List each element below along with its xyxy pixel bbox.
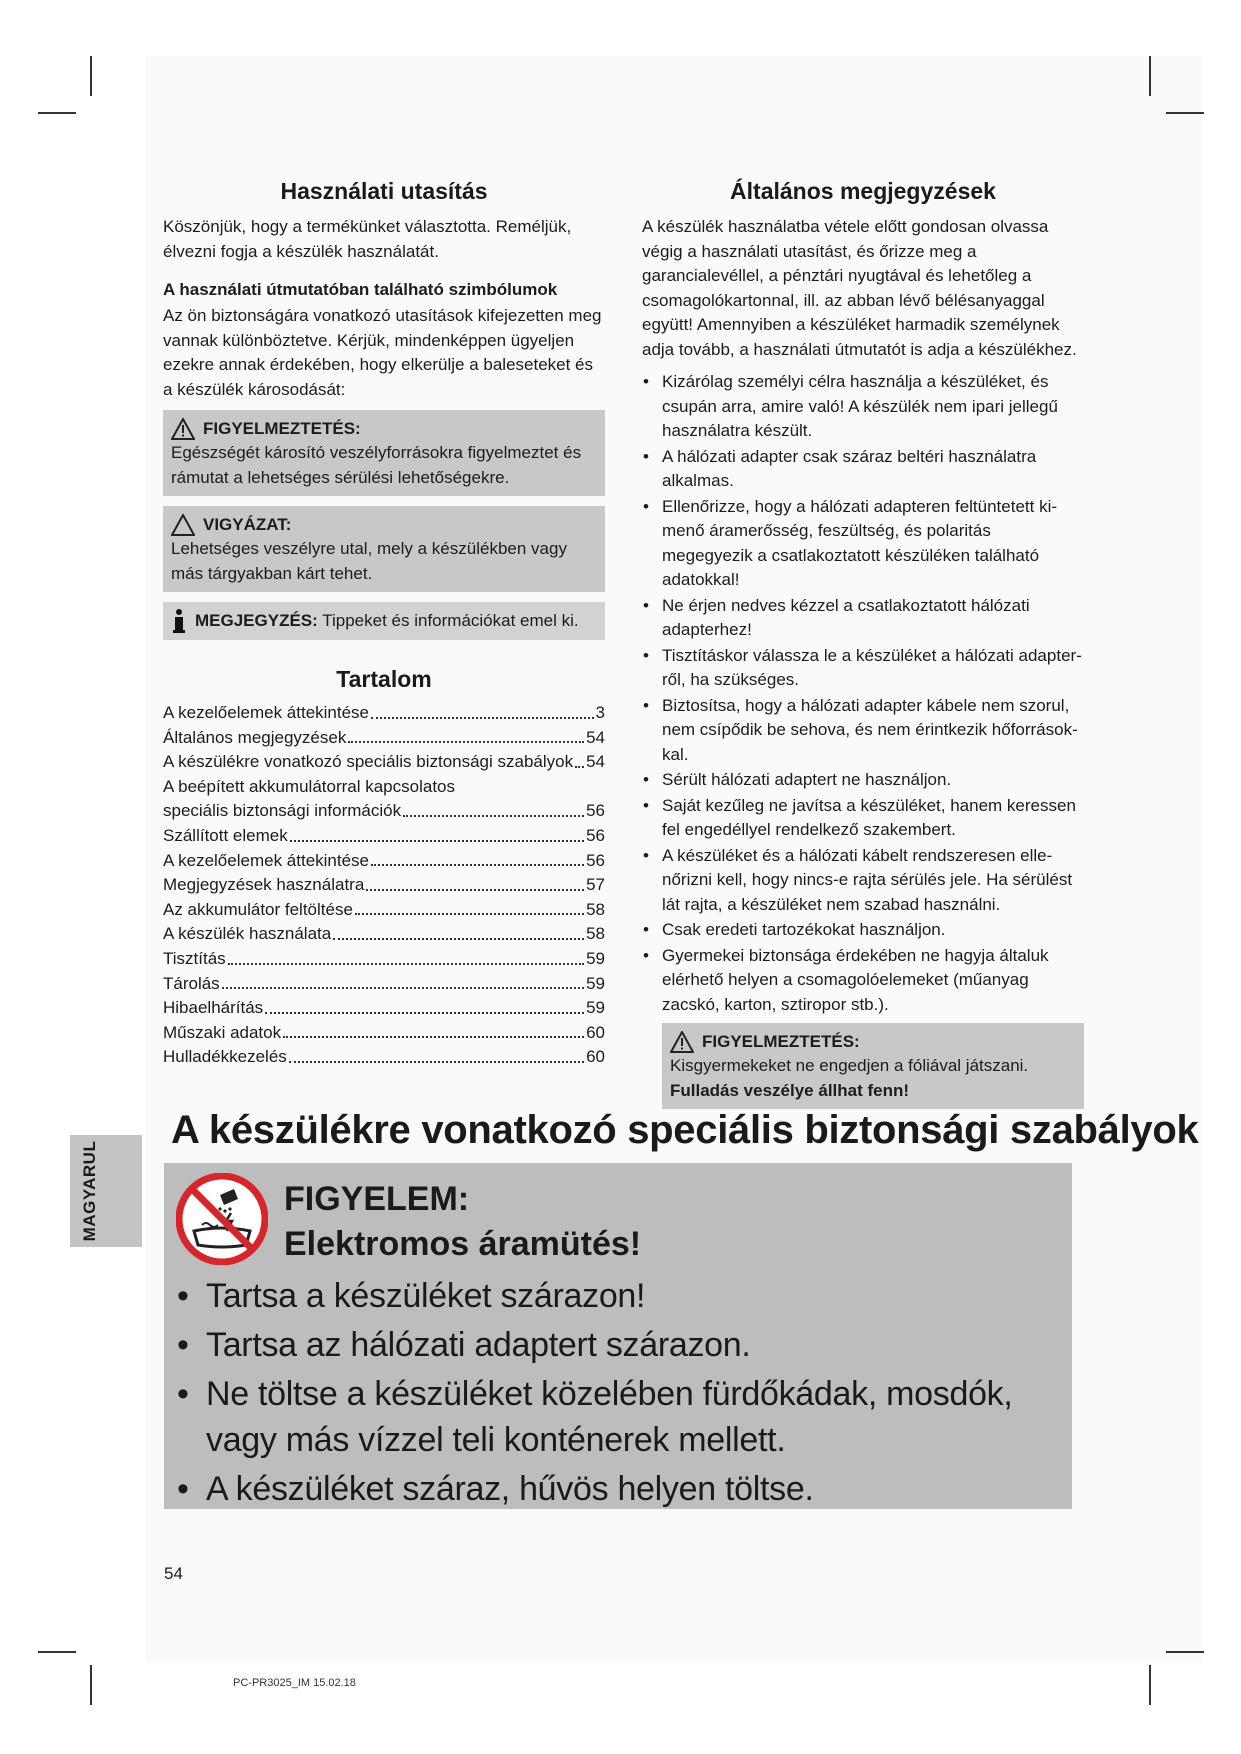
list-item: • Tisztításkor válassza le a készüléket a hálózati adapter-ről, ha szükséges. [642,644,1084,693]
toc-leader-dots [371,701,594,719]
symbols-heading: A használati útmutatóban található szimbólumok [163,280,558,299]
note-title: MEGJEGYZÉS: [195,611,318,630]
toc-entry-page: 56 [586,850,605,870]
toc-entry-page: 60 [586,1047,605,1067]
toc-entry-label: Tárolás [163,973,220,993]
caution-triangle-icon [171,514,195,536]
toc-entry-label: Az akkumulátor feltöltése [163,899,353,919]
toc-leader-dots [265,996,584,1014]
crop-mark [90,1665,92,1705]
toc-entry [163,775,605,800]
safety-list-item: • A készüléket száraz, hűvös helyen töltse. [174,1466,1064,1512]
toc-entry [163,873,605,898]
toc-entry-page: 57 [586,875,605,895]
warning-text: Egészségét károsító veszélyforrásokra figyelmeztet és rámutat a lehetséges sérülési lehetőségekre. [171,443,582,487]
toc-entry-label: Hibaelhárítás [163,998,264,1018]
list-item: • A hálózati adapter csak száraz beltéri használatra alkalmas. [642,445,1084,494]
toc-entry [163,1021,605,1046]
toc-entry [163,701,605,726]
toc-entry-label: A készülék használata [163,924,332,944]
toc-entry-page: 54 [586,727,605,747]
list-item: • Saját kezűleg ne javítsa a készüléket, hanem keressen fel engedéllyel rendelkező szakembert. [642,794,1084,843]
toc-leader-dots [403,799,584,817]
crop-mark [38,112,76,114]
crop-mark [1166,112,1204,114]
toc-entry [163,824,605,849]
toc-leader-dots [366,873,584,891]
left-column [163,178,605,1070]
safety-list [174,1273,1064,1515]
safety-list-item: • Tartsa a készüléket szárazon! [174,1273,1064,1319]
toc-entry [163,898,605,923]
symbols-text: Az ön biztonságára vonatkozó utasítások kifejezetten meg vannak különböztetve. Kérjük, mindenképpen ügyeljen ezekre annak érdekében, hogy elkerülje a baleseteket és a készülék károsodását: [163,306,602,399]
language-side-tab [70,1135,142,1247]
list-item: • Csak eredeti tartozékokat használjon. [642,918,1084,943]
attention-heading: FIGYELEM: [284,1180,470,1218]
note-text: Tippeket és információkat emel ki. [322,611,579,630]
crop-mark [1166,1651,1204,1653]
warning-triangle-icon [171,418,195,440]
toc-entry-label: Műszaki adatok [163,1022,282,1042]
toc-leader-dots [348,726,584,744]
toc-entry-page: 56 [586,825,605,845]
warning-triangle-icon [670,1031,694,1053]
toc-entry-label: Tisztítás [163,948,226,968]
warning-box [163,410,605,496]
toc-entry-label: Szállított elemek [163,825,288,845]
toc-entry [163,849,605,874]
toc-title: Tartalom [336,666,432,692]
toc-entry [163,750,605,775]
intro-text: Köszönjük, hogy a termékünket választotta. Reméljük, élvezni fogja a készülék használatát. [163,217,572,261]
toc-entry-label: Általános megjegyzések [163,727,347,747]
crop-mark [90,56,92,96]
toc-entry-page: 56 [586,801,605,821]
page-number: 54 [164,1564,183,1583]
section-title-instructions: Használati utasítás [280,178,488,204]
foil-warning-box [662,1023,1084,1109]
caution-box [163,506,605,592]
toc-entry [163,972,605,997]
toc-entry-page: 59 [586,973,605,993]
toc-entry-page: 59 [586,998,605,1018]
toc-entry-page: 59 [586,948,605,968]
toc-entry-page: 58 [586,899,605,919]
toc-leader-dots [333,922,584,940]
list-item: • Ne érjen nedves kézzel a csatlakoztatott hálózati adapterhez! [642,594,1084,643]
toc-entry-page: 58 [586,924,605,944]
no-water-shock-icon [176,1173,268,1265]
language-label: MAGYARUL [80,1140,99,1242]
right-column [642,178,1084,1109]
safety-list-item: • Tartsa az hálózati adaptert szárazon. [174,1322,1064,1368]
toc-entry [163,799,605,824]
crop-mark [38,1651,76,1653]
toc-entry-label: speciális biztonsági információk [163,801,402,821]
list-item: • Kizárólag személyi célra használja a készüléket, és csupán arra, amire való! A készülék nem ipari jellegű használatra készült. [642,370,1084,444]
list-item: • Ellenőrizze, hogy a hálózati adapteren feltüntetett ki-menő áramerősség, feszültség, és polaritás megegyezik a csatlakoztatott készüléken található adatokkal! [642,495,1084,593]
toc-entry-page: 3 [595,703,605,722]
toc-leader-dots [228,947,584,965]
toc-leader-dots [371,849,584,867]
note-box [163,602,605,640]
crop-mark [1149,56,1151,96]
toc-entry [163,1045,605,1070]
caution-title: VIGYÁZAT: [203,515,292,534]
list-item: • A készüléket és a hálózati kábelt rendszeresen elle-nőrizni kell, hogy nincs-e rajta sérülés jele. Ha sérülést lát rajta, a készüléket nem szabad használni. [642,844,1084,918]
toc-entry-label: A kezelőelemek áttekintése [163,850,370,870]
toc-entry-page: 54 [586,752,605,772]
toc-leader-dots [355,898,584,916]
toc-leader-dots [289,1045,584,1063]
toc-entry [163,996,605,1021]
safety-list-item: • Ne töltse a készüléket közelében fürdőkádak, mosdók, vagy más vízzel teli konténerek mellett. [174,1371,1064,1463]
toc-entry-label: A beépített akkumulátorral kapcsolatos [163,776,455,796]
toc-entry-label: A kezelőelemek áttekintése [163,703,370,722]
electric-shock-warning-box [164,1163,1072,1509]
toc-entry [163,922,605,947]
toc-entry [163,726,605,751]
shock-heading: Elektromos áramütés! [284,1225,642,1263]
toc-leader-dots [222,972,584,990]
general-intro-text: A készülék használatba vétele előtt gondosan olvassa végig a használati utasítást, és őrizze meg a garancialevéllel, a pénztári nyugtával és lehetőleg a csomagolókartonnal, ill. az abban lévő bélésanyaggal együtt! Amennyiben a készüléket harmadik személynek adja tovább, a használati útmutatót is adja a készülékhez. [642,217,1077,359]
general-notes-list [642,370,1084,1017]
section-title-general-notes: Általános megjegyzések [730,178,996,204]
toc-leader-dots [283,1021,584,1039]
table-of-contents [163,701,605,1070]
toc-entry-label: Hulladékkezelés [163,1047,287,1067]
list-item: • Gyermekei biztonsága érdekében ne hagyja általuk elérhető helyen a csomagolóelemeket (műanyag zacskó, karton, sztiropor stb.). [642,944,1084,1018]
toc-leader-dots [575,750,584,768]
toc-entry [163,947,605,972]
list-item: • Sérült hálózati adaptert ne használjon. [642,768,1084,793]
crop-mark [1149,1665,1151,1705]
toc-entry-page: 60 [586,1022,605,1042]
safety-title: A készülékre vonatkozó speciális biztonsági szabályok [171,1108,1199,1152]
warning-title: FIGYELMEZTETÉS: [203,419,361,438]
foil-warning-bold: Fulladás veszélye állhat fenn! [670,1080,910,1100]
list-item: • Biztosítsa, hogy a hálózati adapter kábele nem szorul, nem csípődik be sehova, és nem érintkezik hőforrások-kal. [642,694,1084,768]
footer-code: PC-PR3025_IM 15.02.18 [233,1677,356,1689]
info-icon [171,608,187,634]
toc-leader-dots [290,824,584,842]
foil-warning-text: Kisgyermekeket ne engedjen a fóliával játszani. [670,1056,1029,1075]
caution-text: Lehetséges veszélyre utal, mely a készülékben vagy más tárgyakban kárt tehet. [171,539,567,583]
toc-entry-label: Megjegyzések használatra [163,875,365,895]
foil-warning-title: FIGYELMEZTETÉS: [702,1032,860,1051]
toc-entry-label: A készülékre vonatkozó speciális biztonsági szabályok [163,752,574,772]
